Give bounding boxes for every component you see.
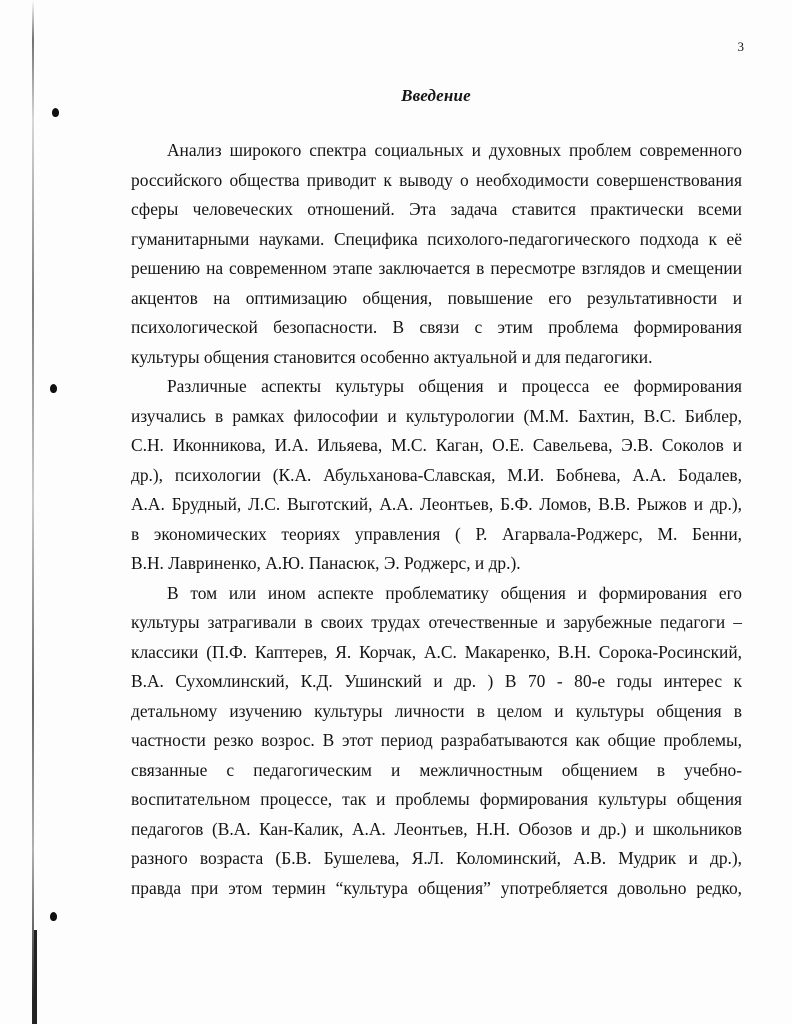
text-line-content: в экономических теориях управления ( Р. Агарвала-Роджерс, М. Бенни, xyxy=(131,523,742,544)
text-line xyxy=(131,549,742,579)
text-line xyxy=(131,785,742,815)
body-text xyxy=(131,136,742,903)
text-line-content: правда при этом термин “культура общения” употребляется довольно редко, xyxy=(131,877,742,898)
text-line-content: российского общества приводит к выводу о необходимости совершенствования xyxy=(131,169,742,190)
text-line xyxy=(131,667,742,697)
text-line-content: Различные аспекты культуры общения и процесса ее формирования xyxy=(167,376,742,396)
text-line xyxy=(131,844,742,874)
text-line-content: психологической безопасности. В связи с этим проблема формирования xyxy=(131,317,742,337)
text-line-content: В.А. Сухомлинский, К.Д. Ушинский и др. ) В 70 - 80-е годы интерес к xyxy=(131,671,742,691)
text-line xyxy=(131,136,742,166)
text-line xyxy=(131,372,742,402)
text-line-content: гуманитарными науками. Специфика психолого-педагогического подхода к её xyxy=(131,228,742,249)
text-line-content: воспитательном процессе, так и проблемы формирования культуры общения xyxy=(131,789,742,809)
text-line-content: классики (П.Ф. Каптерев, Я. Корчак, А.С. Макаренко, В.Н. Сорока-Росинский, xyxy=(131,641,742,662)
page-number: 3 xyxy=(737,39,744,54)
text-line-content: В.Н. Лавриненко, А.Ю. Панасюк, Э. Роджерс, и др.). xyxy=(131,553,521,573)
text-line-content: культуры общения становится особенно актуальной и для педагогики. xyxy=(131,346,653,367)
scan-edge-binding xyxy=(34,930,37,1024)
text-line xyxy=(131,254,742,284)
text-line-content: культуры затрагивали в своих трудах отечественные и зарубежные педагоги – xyxy=(131,612,742,632)
text-line xyxy=(131,343,742,373)
text-line xyxy=(131,490,742,520)
text-line-content: детальному изучению культуры личности в целом и культуры общения в xyxy=(131,700,742,721)
text-line xyxy=(131,520,742,550)
text-line-content: решению на современном этапе заключается в пересмотре взглядов и смещении xyxy=(131,258,742,278)
text-line xyxy=(131,313,742,343)
text-line-content: связанные с педагогическим и межличностным общением в учебно- xyxy=(131,759,742,780)
text-line-content: А.А. Брудный, Л.С. Выготский, А.А. Леонтьев, Б.Ф. Ломов, В.В. Рыжов и др.), xyxy=(131,494,742,514)
binding-hole-mark xyxy=(50,384,57,393)
text-line-content: сферы человеческих отношений. Эта задача ставится практически всеми xyxy=(131,199,742,219)
text-line xyxy=(131,579,742,609)
section-heading: Введение xyxy=(401,86,471,105)
text-line xyxy=(131,874,742,904)
text-line xyxy=(131,756,742,786)
text-line xyxy=(131,638,742,668)
paragraph xyxy=(131,372,742,579)
text-line-content: акцентов на оптимизацию общения, повышение его результативности и xyxy=(131,287,742,308)
text-line xyxy=(131,608,742,638)
text-line-content: разного возраста (Б.В. Бушелева, Я.Л. Коломинский, А.В. Мудрик и др.), xyxy=(131,848,742,868)
text-line xyxy=(131,166,742,196)
text-line xyxy=(131,225,742,255)
text-line-content: В том или ином аспекте проблематику общения и формирования его xyxy=(167,582,742,603)
text-line-content: изучались в рамках философии и культурологии (М.М. Бахтин, В.С. Библер, xyxy=(131,405,742,426)
text-line xyxy=(131,815,742,845)
binding-hole-mark xyxy=(52,108,59,117)
text-line-content: Анализ широкого спектра социальных и духовных проблем современного xyxy=(167,140,742,160)
text-line-content: С.Н. Иконникова, И.А. Ильяева, М.С. Каган, О.Е. Савельева, Э.В. Соколов и xyxy=(131,435,742,455)
text-line xyxy=(131,697,742,727)
text-line xyxy=(131,195,742,225)
text-line-content: др.), психологии (К.А. Абульханова-Славская, М.И. Бобнева, А.А. Бодалев, xyxy=(131,464,742,485)
paragraph xyxy=(131,136,742,372)
text-line-content: педагогов (В.А. Кан-Калик, А.А. Леонтьев, Н.Н. Обозов и др.) и школьников xyxy=(131,818,742,839)
text-line xyxy=(131,431,742,461)
text-line xyxy=(131,461,742,491)
paragraph xyxy=(131,579,742,904)
text-line xyxy=(131,402,742,432)
text-line xyxy=(131,284,742,314)
binding-hole-mark xyxy=(50,912,57,921)
text-line-content: частности резко возрос. В этот период разрабатываются как общие проблемы, xyxy=(131,730,742,750)
scan-edge-line xyxy=(32,0,34,1024)
text-line xyxy=(131,726,742,756)
